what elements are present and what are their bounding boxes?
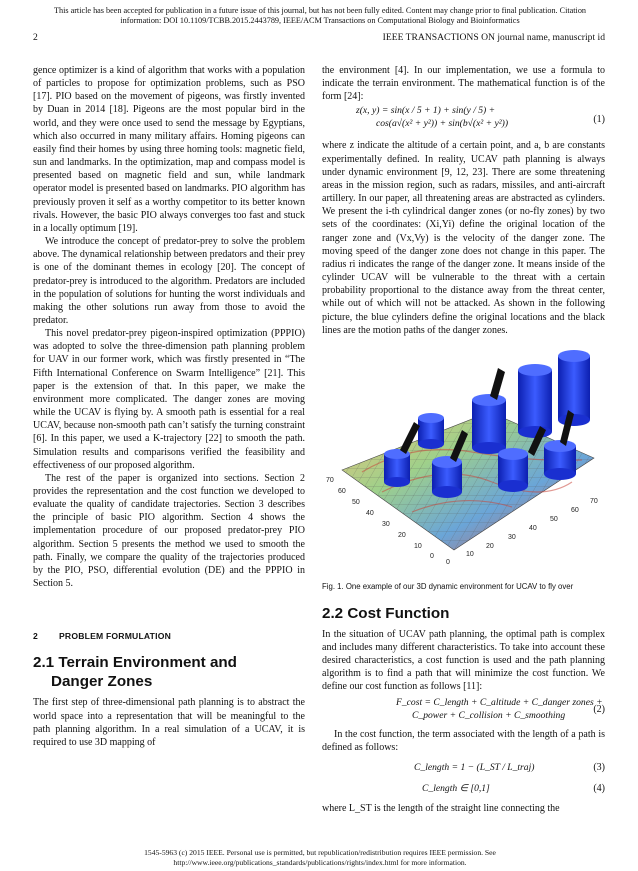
danger-cylinder — [418, 413, 444, 449]
y-tick: 30 — [382, 520, 390, 528]
paragraph-danger-zones: where z indicate the altitude of a certain point, and a, b are constants experimentally defined. In reality, UCAV path planning is always under dynamic environment [9, 12, 23]. There are some threatening areas in the mission region, such as radars, missiles, and anti-aircraft artillery. In our paper, all threatening areas are abstracted as cylinders. We present the i-th cylindrical danger zones (or no-fly zones) by two sets of the coordinates: (Xi,Yi) define the original location of the ranger zone and (Vx,Vy) is the velocity of the danger zone. The moving speed of the danger zone does not change in this paper. The radius ri indicates the range of the danger zone. It means inside of the cylinder UCAV will be vulnerable to the threat with a certain probability proportional to the distance away from the threat center, while out of which will not be attacked. As shown in the following picture, the blue cylinders define the original locations and the black lines are the motion paths of the danger zones. — [322, 140, 605, 336]
left-column — [33, 64, 305, 749]
terrain-plot — [322, 342, 605, 582]
paragraph-pppio: This novel predator-prey pigeon-inspired optimization (PPPIO) was adopted to solve the three-dimension path planning problem for UAV in our former work, which was firstly presented in “The Fifth International Conference on Swarm Intelligence” [21]. This paper is the extension of that. In this paper, we make the environment more complicated. The danger zones are moving while the UCAV is flying by. A smooth path is essential for a real UCAV, because non-smooth path can’t satisfy the turning constraint [6]. In this paper, we used a K-trajectory [22] to smooth the path. Simulation results and comparisons verified the feasibility and effectiveness of our proposed algorithm. — [33, 328, 305, 471]
equation-3-number: (3) — [593, 761, 605, 773]
paragraph-length-term: In the cost function, the term associated with the length of a path is defined as follows: — [322, 728, 605, 753]
equation-3 — [322, 756, 605, 780]
subsection-heading-terrain — [33, 653, 305, 691]
equation-4-number: (4) — [593, 782, 605, 794]
x-tick: 10 — [466, 550, 474, 558]
paragraph-predator-prey: We introduce the concept of predator-prey to solve the problem above. The dynamical relationship between predators and their prey is one of the dominant themes in ecology [20]. The concept of predator-prey is introduced to the algorithm. Predators are included in the population of solutions for hunting the worst individuals and making the other solutions run away from those to avoid the predator. — [33, 236, 305, 326]
y-tick: 10 — [414, 542, 422, 550]
paragraph-cost-function: In the situation of UCAV path planning, the optimal path is complex and includes many different characteristics. To take into account these desired characteristics, a cost function is used and the path planning algorithm is to find a path that will minimize the cost function. We define our cost function as follows [11]: — [322, 628, 605, 693]
x-tick: 40 — [529, 524, 537, 532]
journal-name: IEEE TRANSACTIONS ON journal name, manuscript id — [382, 32, 605, 43]
terrain-mesh — [342, 412, 594, 550]
notice-line-2: information: DOI 10.1109/TCBB.2015.2443789, IEEE/ACM Transactions on Computational Biology and Bioinformatics — [120, 16, 520, 25]
figure-3d-environment — [322, 342, 605, 582]
y-tick: 60 — [338, 487, 346, 495]
figure-caption: Fig. 1. One example of our 3D dynamic environment for UCAV to fly over — [322, 581, 574, 591]
danger-cylinder — [432, 456, 462, 498]
paragraph-straight-line: where L_ST is the length of the straight line connecting the — [322, 802, 560, 814]
equation-1-line-1: z(x, y) = sin(x / 5 + 1) + sin(y / 5) + — [356, 105, 496, 117]
paragraph-terrain: The first step of three-dimensional path planning is to abstract the world space into a representation that will be meaningful to the path planning algorithm. In a real simulation of a UCAV, it is required to use 3D mapping of — [33, 697, 305, 748]
y-tick: 70 — [326, 476, 334, 484]
section-number: 2 — [33, 631, 38, 642]
equation-1-line-2: cos(a√(x² + y²)) + sin(b√(x² + y²)) — [376, 118, 509, 130]
x-tick: 20 — [486, 542, 494, 550]
right-column — [322, 64, 605, 815]
copyright-line-1: 1545-5963 (c) 2015 IEEE. Personal use is permitted, but republication/redistribution requires IEEE permission. See — [144, 848, 496, 857]
copyright-line-2: http://www.ieee.org/publications_standards/publications/rights/index.html for more information. — [173, 858, 467, 867]
x-tick: 30 — [508, 533, 516, 541]
motion-path — [490, 368, 505, 400]
danger-cylinder — [384, 449, 410, 487]
equation-1 — [322, 104, 605, 138]
equation-2-line-2: C_power + C_collision + C_smoothing — [412, 709, 566, 721]
notice-line-1: This article has been accepted for publication in a future issue of this journal, but has not been fully edited. Content may change prior to final publication. Citation — [53, 6, 587, 15]
y-tick: 0 — [430, 552, 434, 560]
equation-2-line-1: F_cost = C_length + C_altitude + C_danger zones + — [396, 696, 603, 708]
equation-2-number: (2) — [593, 703, 605, 715]
danger-cylinder — [498, 448, 528, 492]
danger-cylinder — [544, 440, 576, 480]
paragraph-organization: The rest of the paper is organized into sections. Section 2 provides the representation and the cost function we developed to evaluate the quality of candidate trajectories. Section 3 describes the principle of basic PIO algorithm. Section 4 shows the implementation procedure of our proposed predator-prey PIO algorithm. Section 5 presents the method we used to smooth the path. Finally, we compare the quality of the trajectories produced by the PIO, PSO, differential evolution (DE) and the PPPIO in Section 5. — [33, 472, 305, 590]
x-tick: 50 — [550, 515, 558, 523]
subsection-heading-cost — [322, 604, 605, 623]
danger-cylinder — [472, 394, 506, 454]
equation-2 — [322, 696, 605, 726]
subsection-title-line-1: 2.1 Terrain Environment and — [33, 654, 237, 672]
subsection-2-title: 2.2 Cost Function — [322, 604, 450, 622]
equation-1-number: (1) — [593, 114, 605, 126]
danger-cylinder — [518, 364, 552, 438]
page-number: 2 — [33, 32, 38, 43]
y-tick: 20 — [398, 531, 406, 539]
accepted-article-notice — [40, 6, 600, 26]
equation-4-body: C_length ∈ [0,1] — [422, 782, 490, 794]
danger-cylinder — [558, 350, 590, 426]
x-tick: 0 — [446, 558, 450, 566]
running-header — [33, 32, 605, 44]
paragraph-pio-intro: gence optimizer is a kind of algorithm that works with a population of particles to propose for optimization problems, such as PSO [17]. PIO based on the movement of pigeons, was firstly invented by Duan in 2014 [18]. Pigeons are the most popular bird in the world, and they were once used to send the message by Egyptians, which also occurred in many military affairs. Homing pigeons can easily find their homes by using three homing tools: magnetic field, sun and landmarks. In the optimization, map and compass model is presented based on magnetic field and sun, while landmark operator model is presented based on landmarks. PIO algorithm has previously proven it self as a worthy competitor to its better known rivals. However, the basic PIO always converges too fast and stuck in a locally optimum [19]. — [33, 65, 305, 234]
paragraph-terrain-formula: the environment [4]. In our implementation, we use a formula to indicate the terrain environment. The mathematical function is of the form [24]: — [322, 65, 605, 103]
section-title: PROBLEM FORMULATION — [59, 631, 172, 642]
x-tick: 60 — [571, 506, 579, 514]
y-tick: 40 — [366, 509, 374, 517]
subsection-title-line-2: Danger Zones — [51, 673, 153, 691]
equation-3-body: C_length = 1 − (L_ST / L_traj) — [414, 761, 535, 773]
section-heading — [33, 630, 305, 643]
x-tick: 70 — [590, 497, 598, 505]
y-tick: 50 — [352, 498, 360, 506]
equation-4 — [322, 782, 605, 800]
copyright-notice — [40, 848, 600, 868]
